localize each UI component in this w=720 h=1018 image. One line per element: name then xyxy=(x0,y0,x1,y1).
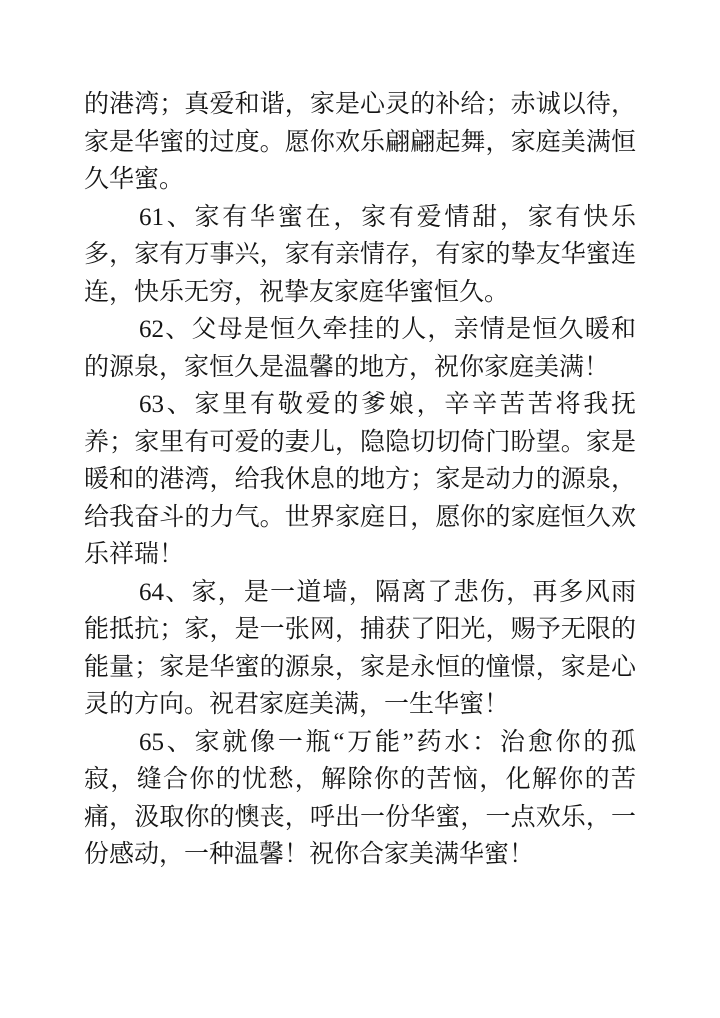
paragraph-64: 64、家，是一道墙，隔离了悲伤，再多风雨能抵抗；家，是一张网，捕获了阳光，赐予无限的能量；家是华蜜的源泉，家是永恒的憧憬，家是心灵的方向。祝君家庭美满，一生华蜜！ xyxy=(84,578,636,718)
paragraph-continuation: 的港湾；真爱和谐，家是心灵的补给；赤诚以待，家是华蜜的过度。愿你欢乐翩翩起舞，家庭美满恒久华蜜。 xyxy=(84,91,636,193)
paragraph-63: 63、家里有敬爱的爹娘，辛辛苦苦将我抚养；家里有可爱的妻儿，隐隐切切倚门盼望。家是暖和的港湾，给我休息的地方；家是动力的源泉，给我奋斗的力气。世界家庭日，愿你的家庭恒久欢乐祥瑞！ xyxy=(84,391,636,568)
paragraph-62: 62、父母是恒久牵挂的人，亲情是恒久暖和的源泉，家恒久是温馨的地方，祝你家庭美满！ xyxy=(84,316,636,381)
document-body xyxy=(84,86,636,874)
paragraph-61: 61、家有华蜜在，家有爱情甜，家有快乐多，家有万事兴，家有亲情存，有家的挚友华蜜连连，快乐无穷，祝挚友家庭华蜜恒久。 xyxy=(84,203,636,306)
paragraph-65: 65、家就像一瓶“万能”药水：治愈你的孤寂，缝合你的忧愁，解除你的苦恼，化解你的苦痛，汲取你的懊丧，呼出一份华蜜，一点欢乐，一份感动，一种温馨！祝你合家美满华蜜！ xyxy=(84,728,636,868)
